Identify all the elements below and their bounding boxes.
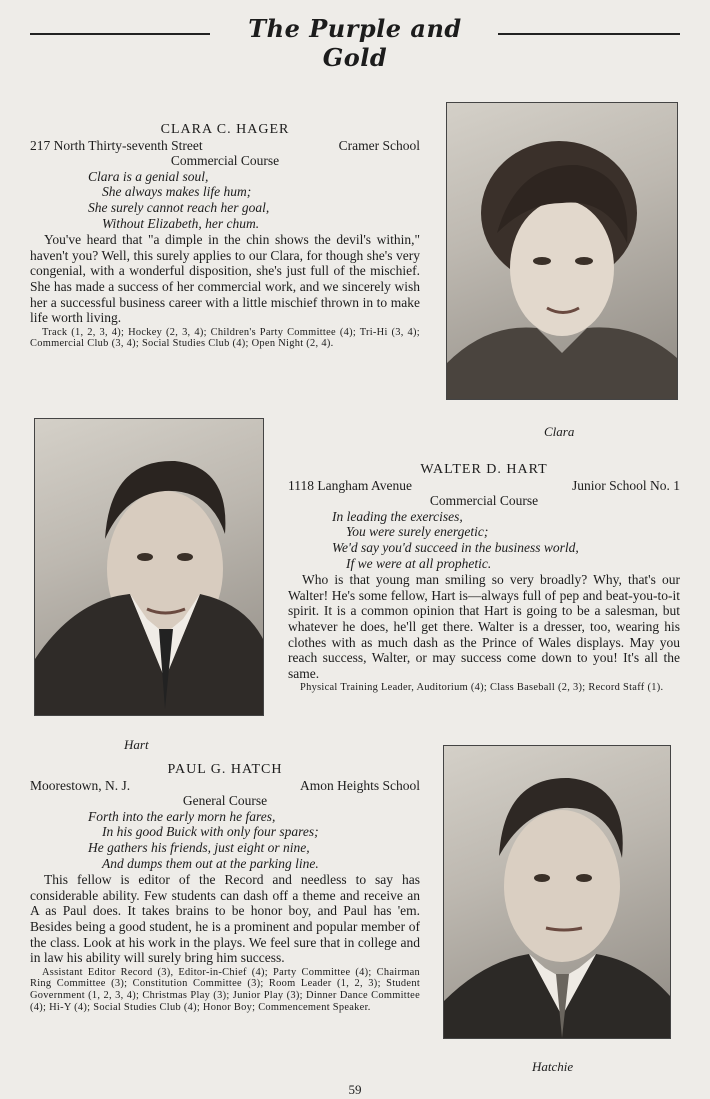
student-entry-hager <box>30 122 420 350</box>
poem-line: You were surely energetic; <box>346 524 489 540</box>
header-rule-right <box>498 33 680 35</box>
address-line <box>30 138 420 154</box>
poem-line: She always makes life hum; <box>102 184 252 200</box>
photo-caption: Hatchie <box>532 1059 574 1074</box>
portrait-photo-hatch <box>443 745 671 1039</box>
page-number: 59 <box>348 1082 362 1097</box>
poem-line: Clara is a genial soul, <box>88 168 209 184</box>
course-name: General Course <box>182 793 268 809</box>
biography: Who is that young man smiling so very broadly? Why, that's our Walter! He's some fellow, Hart is—always full of pep and beat-you-to-it spirit. It is a common opinion that Hart is going to be a salesman, but whatever he does, he'll get there. Walter is a dresser, too, wearing his clothes with as much dash as the Prince of Wales displays. May you reach success, Walter, or may success come down to you! It's all the same. <box>288 572 680 681</box>
poem-line: Without Elizabeth, her chum. <box>102 215 260 231</box>
previous-school: Amon Heights School <box>300 777 420 793</box>
poem-line: And dumps them out at the parking line. <box>102 855 319 871</box>
student-entry-hatch <box>30 762 420 1013</box>
student-name: CLARA C. HAGER <box>160 122 290 137</box>
previous-school: Cramer School <box>338 137 420 153</box>
street-address: 217 North Thirty-seventh Street <box>30 137 203 153</box>
course-name: Commercial Course <box>429 493 539 509</box>
photo-caption: Hart <box>124 737 149 752</box>
address-line <box>30 778 420 794</box>
portrait-photo-clara <box>446 102 678 400</box>
page-title: The Purple and Gold <box>248 14 462 72</box>
poem-line: If we were at all prophetic. <box>346 555 492 571</box>
street-address: Moorestown, N. J. <box>30 777 131 793</box>
student-name: PAUL G. HATCH <box>167 762 283 777</box>
street-address: 1118 Langham Avenue <box>288 477 412 493</box>
address-line <box>288 478 680 494</box>
portrait-photo-hart <box>34 418 264 716</box>
student-entry-hart <box>288 462 680 694</box>
previous-school: Junior School No. 1 <box>572 477 680 493</box>
poem-line: In his good Buick with only four spares; <box>102 824 319 840</box>
course-name: Commercial Course <box>170 153 280 169</box>
page-header <box>30 14 680 72</box>
poem <box>88 169 420 231</box>
poem-line: She surely cannot reach her goal, <box>88 199 270 215</box>
activities: Assistant Editor Record (3), Editor-in-Chief (4); Party Committee (4); Chairman Ring Committee (3); Constitution Committee (3); Room Leader (1, 2, 3); Student Government (1, 2, 3, 4); Christmas Play (3); Junior Play (3); Dinner Dance Committee (4); Hi-Y (4); Social Studies Club (4); Honor Boy; Commencement Speaker. <box>30 966 420 1013</box>
biography: This fellow is editor of the Record and needless to say has considerable ability. Few students can dash off a theme and receive an A as Paul does. It takes brains to be honor boy, and Paul has 'em. Besides being a good student, he is a prominent and popular member of the class. Look at his work in the plays. We feel sure that in college and in law his ability will surely bring him success. <box>30 872 420 966</box>
activities: Physical Training Leader, Auditorium (4); Class Baseball (2, 3); Record Staff (1). <box>300 682 664 694</box>
student-name: WALTER D. HART <box>420 462 548 477</box>
header-rule-left <box>30 33 210 35</box>
poem-line: We'd say you'd succeed in the business world, <box>332 539 579 555</box>
poem <box>88 809 420 871</box>
poem <box>332 509 680 571</box>
poem-line: Forth into the early morn he fares, <box>88 808 276 824</box>
poem-line: In leading the exercises, <box>332 508 463 524</box>
poem-line: He gathers his friends, just eight or nine, <box>88 839 310 855</box>
photo-caption: Clara <box>544 424 575 439</box>
activities: Track (1, 2, 3, 4); Hockey (2, 3, 4); Children's Party Committee (4); Tri-Hi (3, 4); Commercial Club (3, 4); Social Studies Club (4); Open Night (2, 4). <box>30 326 420 350</box>
biography: You've heard that "a dimple in the chin shows the devil's within," haven't you? Well, this surely applies to our Clara, for though she's very congenial, with a wonderful disposition, she's just full of the mischief. She has made a success of her commercial work, and we sincerely wish her a successful business career with a little mischief thrown in to make life worth living. <box>30 232 420 326</box>
